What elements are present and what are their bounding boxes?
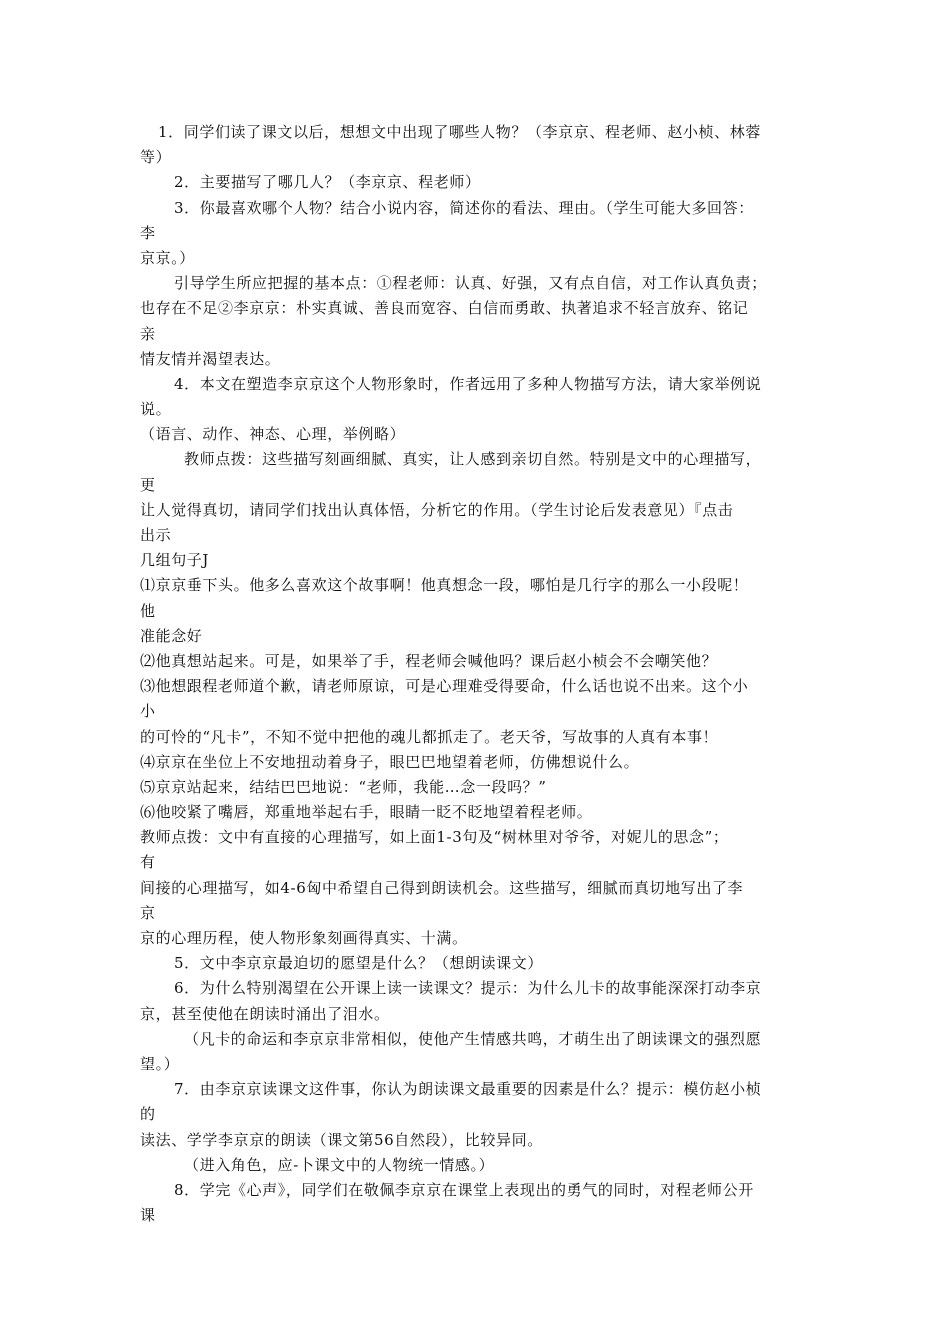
text-line: 他 (140, 601, 156, 620)
text-line: 7．由李京京读课文这件事，你认为朗读课文最重要的因素是什么？提示：模仿赵小桢 (174, 1080, 762, 1099)
text-line: 的 (140, 1105, 156, 1124)
text-line: 准能念好 (140, 626, 203, 645)
text-line: 几组句子J (140, 551, 210, 570)
text-line: 的可怜的“凡卡”，不知不觉中把他的魂儿都抓走了。老天爷，写故事的人真有本事！ (140, 727, 719, 746)
text-line: 情友情并渴望表达。 (140, 349, 281, 368)
text-line: 李 (140, 223, 156, 242)
document-body (140, 120, 812, 1228)
text-line: ⑴京京垂下头。他多么喜欢这个故事啊！他真想念一段，哪怕是几行字的那么一小段呢！ (140, 576, 749, 595)
text-line: 亲 (140, 324, 156, 343)
text-line: ⑶他想跟程老师道个歉，请老师原谅，可是心理难受得要命，什么话也说不出来。这个小 (140, 677, 749, 696)
text-line: 说。 (140, 400, 172, 419)
text-line: 更 (140, 475, 156, 494)
text-line: 出示 (140, 526, 172, 544)
text-line: 5．文中李京京最迫切的愿望是什么？（想朗读课文） (174, 954, 543, 973)
text-line: 京京。） (140, 248, 195, 267)
text-line: 教师点拨：文中有直接的心理描写，如上面1-3句及“树林里对爷爷，对妮儿的思念”； (140, 828, 729, 847)
text-line: 也存在不足②李京京：朴实真诚、善良而宽容、白信而勇敢、执著追求不轻言放弃、铭记 (140, 299, 749, 318)
text-line: （语言、动作、神态、心理，举例略） (140, 425, 406, 444)
text-line: （进入角色，应-卜课文中的人物统一情感。） (184, 1155, 495, 1174)
text-line: 读法、学学李京京的朗读（课文第56自然段），比较异同。 (140, 1130, 543, 1149)
text-line: 6．为什么特别渴望在公开课上读一读课文？提示：为什么儿卡的故事能深深打动李京 (174, 979, 762, 998)
text-line: 教师点拨：这些描写刻画细腻、真实，让人感到亲切自然。特别是文中的心理描写， (184, 450, 762, 469)
text-line: ⑵他真想站起来。可是，如果举了手，程老师会喊他吗？课后赵小桢会不会嘲笑他？ (140, 651, 718, 670)
text-line: 4．本文在塑造李京京这个人物形象时，作者远用了多种人物描写方法，请大家举例说 (174, 374, 762, 393)
text-line: 京，甚至使他在朗读时涌出了泪水。 (140, 1004, 390, 1023)
text-line: 间接的心理描写，如4-6匈中希望自己得到朗读机会。这些描写，细腻而真切地写出了李 (140, 878, 744, 897)
text-line: 等） (140, 148, 172, 167)
text-line: ⑸京京站起来，结结巴巴地说：“老师，我能…念一段吗？” (140, 777, 547, 796)
text-line: ⑷京京在坐位上不安地扭动着身子，眼巴巴地望着老师，仿佛想说什么。 (140, 752, 640, 771)
text-line: 2．主要描写了哪几人？（李京京、程老师） (174, 173, 481, 192)
text-line: 课 (140, 1206, 156, 1225)
text-line: 8．学完《心声》，同学们在敬佩李京京在课堂上表现出的勇气的同时，对程老师公开 (174, 1180, 754, 1199)
text-line: 小 (140, 702, 156, 721)
text-line: （凡卡的命运和李京京非常相似，使他产生情感共鸣，才萌生出了朗读课文的强烈愿 (184, 1029, 762, 1048)
text-line: 京的心理历程，使人物形象刻画得真实、十满。 (140, 929, 468, 947)
text-line: 引导学生所应把握的基本点：①程老师：认真、好强，又有点自信，对工作认真负责； (174, 274, 767, 293)
text-line: 京 (140, 903, 156, 922)
text-line: 3．你最喜欢哪个人物？结合小说内容，简述你的看法、理由。（学生可能大多回答： (174, 198, 754, 217)
text-line: 有 (140, 853, 156, 872)
text-line: 望。） (140, 1054, 180, 1073)
text-line: ⑹他咬紧了嘴唇，郑重地举起右手，眼睛一眨不眨地望着程老师。 (140, 803, 593, 822)
text-line: 让人觉得真切，请同学们找出认真体悟，分析它的作用。（学生讨论后发表意见）『点击 (140, 500, 734, 519)
text-line: 1．同学们读了课文以后，想想文中出现了哪些人物？（李京京、程老师、赵小桢、林蓉 (158, 123, 761, 141)
